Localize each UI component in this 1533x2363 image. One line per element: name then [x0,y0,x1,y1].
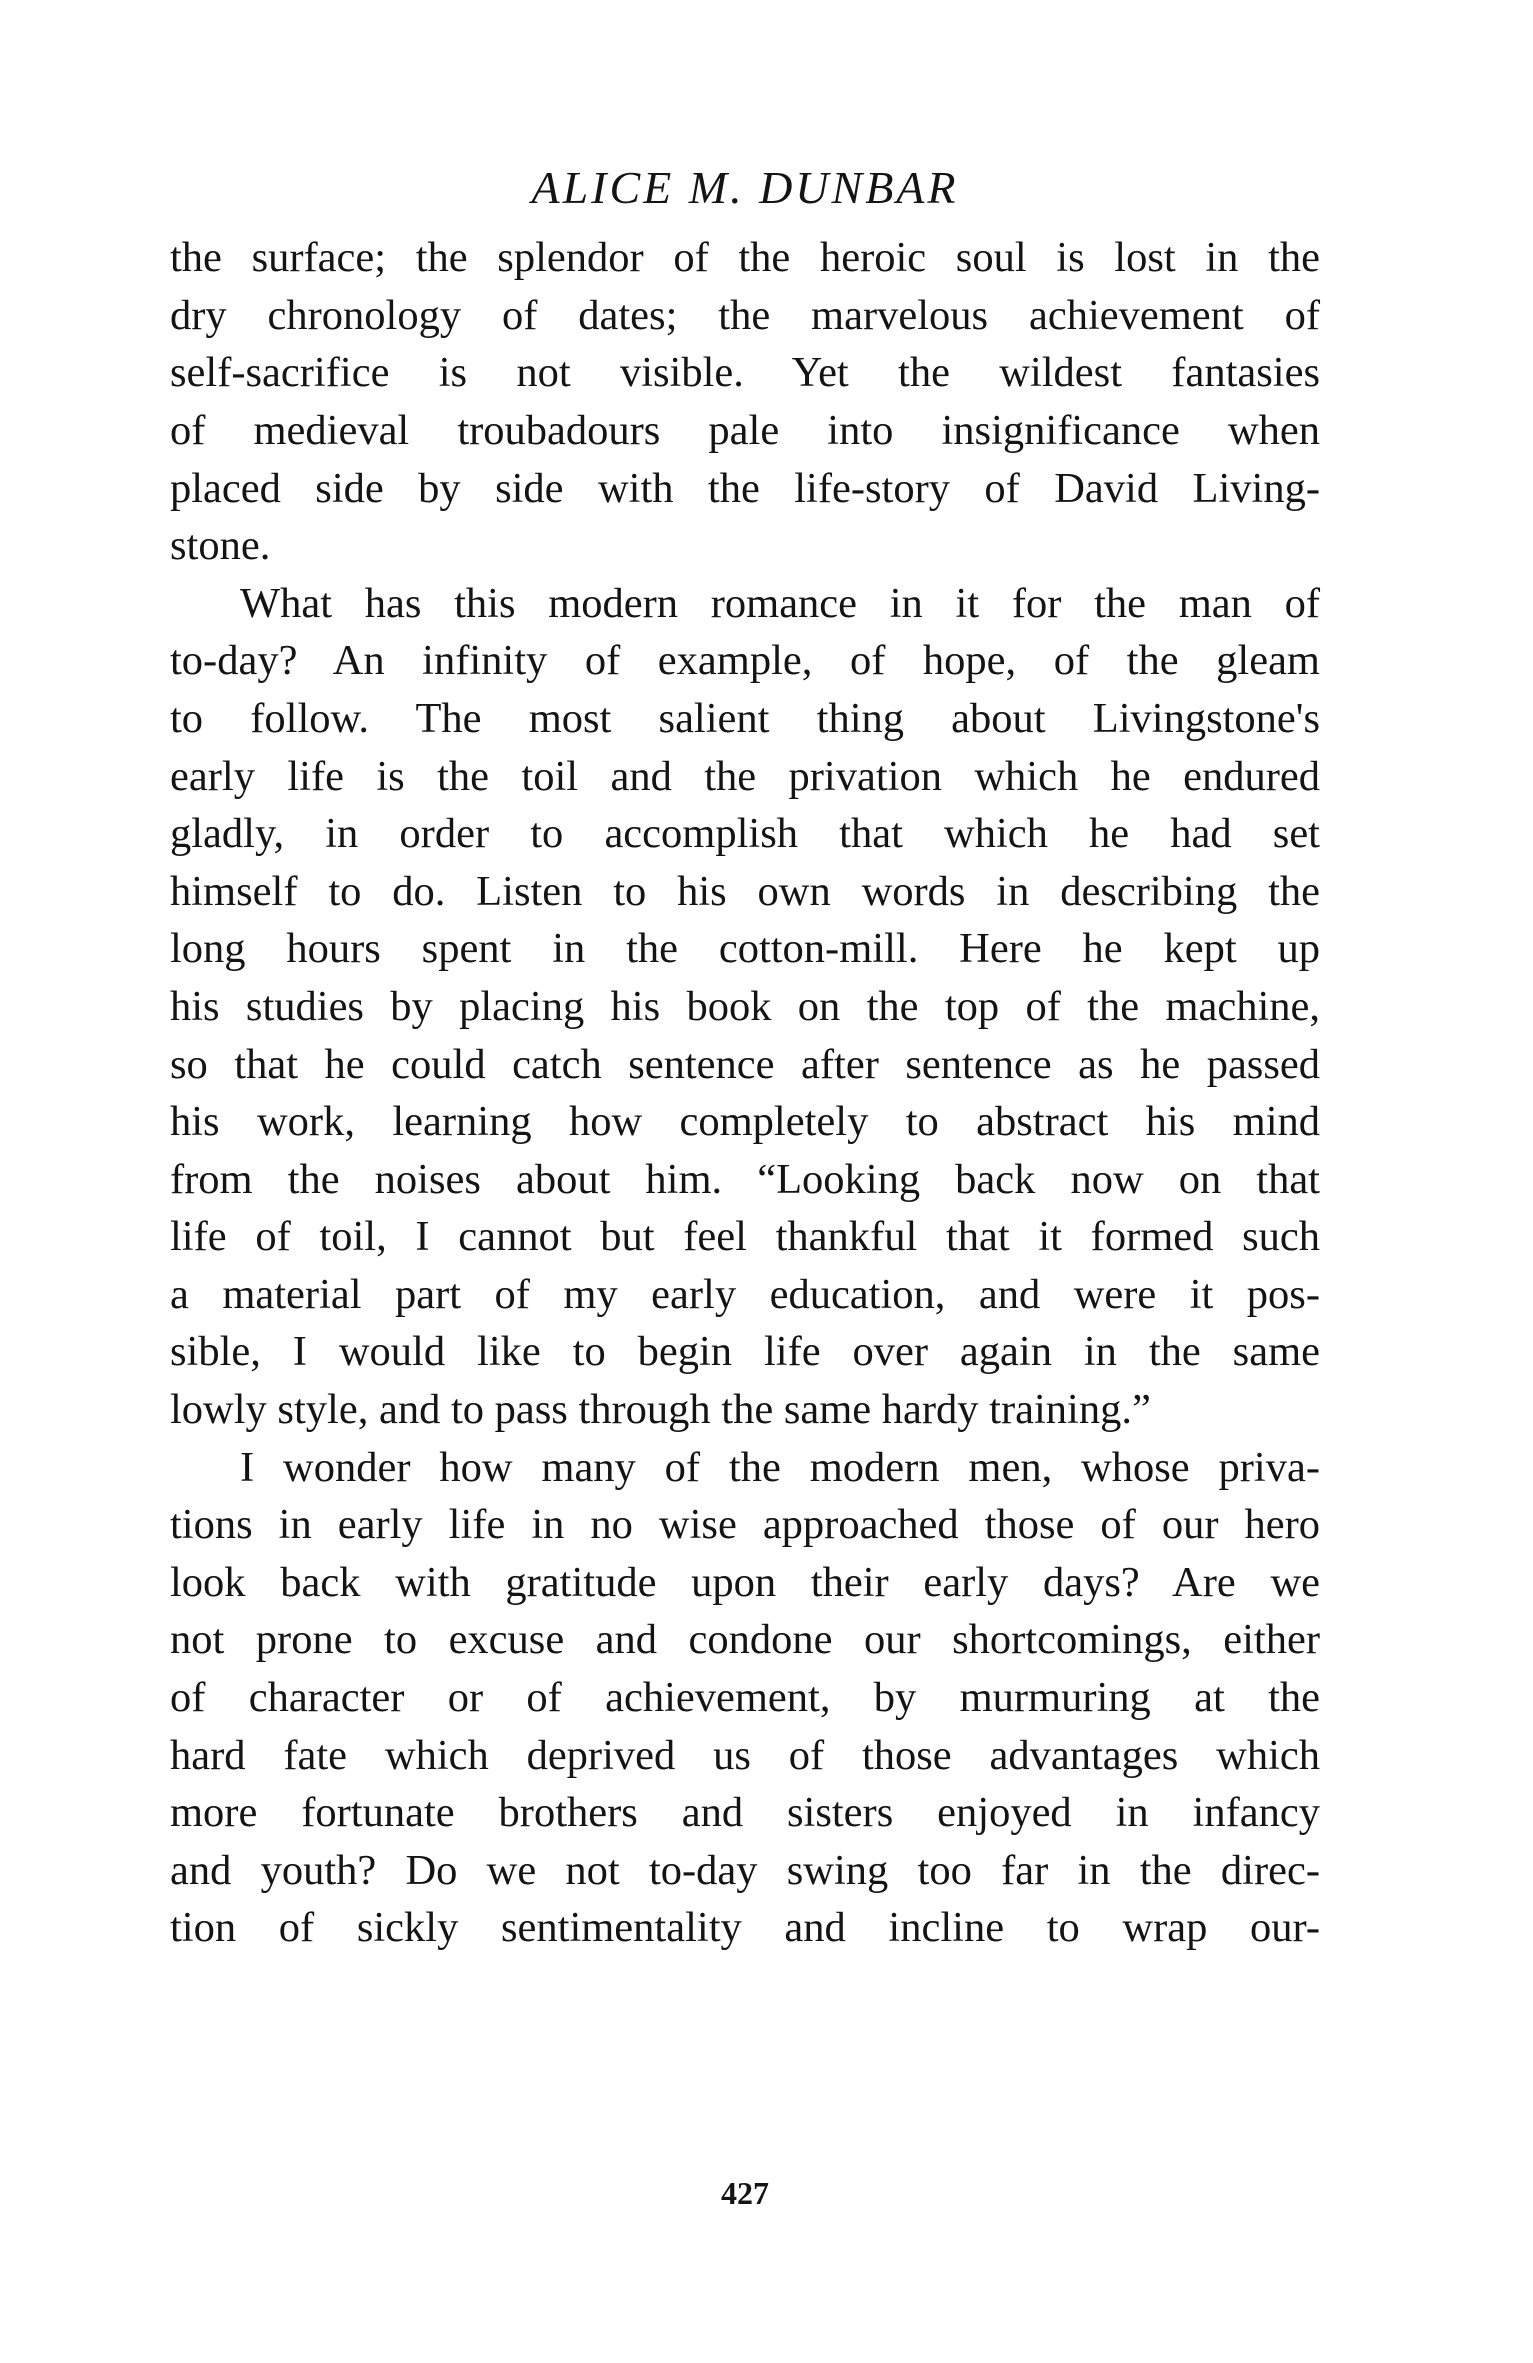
text-line: gladly, in order to accomplish that which he had set [170,810,1320,858]
text-line: himself to do. Listen to his own words in describing the [170,867,1320,915]
page-body [170,160,1320,2211]
text-line: more fortunate brothers and sisters enjoyed in infancy [170,1789,1320,1837]
text-line: placed side by side with the life-story of David Living- [170,464,1320,512]
paragraph-2 [170,575,1320,1439]
page-number: 427 [721,2175,769,2211]
text-line: hard fate which deprived us of those advantages which [170,1731,1320,1779]
text-line: lowly style, and to pass through the same hardy training.” [170,1386,1151,1434]
text-line: tion of sickly sentimentality and incline to wrap our- [170,1904,1320,1952]
text-line: stone. [170,522,271,570]
text-line: a material part of my early education, and were it pos- [170,1270,1320,1318]
text-line: early life is the toil and the privation which he endured [170,752,1320,800]
text-line: to-day? An infinity of example, of hope, of the gleam [170,637,1320,685]
paragraph-1 [170,229,1320,575]
text-line: self-sacrifice is not visible. Yet the wildest fantasies [170,349,1320,397]
text-line: I wonder how many of the modern men, whose priva- [240,1443,1320,1491]
text-line: of character or of achievement, by murmuring at the [170,1674,1320,1722]
text-line: long hours spent in the cotton-mill. Here he kept up [170,925,1320,973]
text-line: dry chronology of dates; the marvelous achievement of [170,291,1320,339]
text-line: life of toil, I cannot but feel thankful that it formed such [170,1213,1320,1261]
running-head: ALICE M. DUNBAR [531,162,959,213]
text-line: and youth? Do we not to-day swing too far in the direc- [170,1846,1320,1894]
text-line: his studies by placing his book on the top of the machine, [170,982,1320,1030]
text-line: from the noises about him. “Looking back now on that [170,1155,1320,1203]
text-line: sible, I would like to begin life over again in the same [170,1328,1320,1376]
text-line: look back with gratitude upon their early days? Are we [170,1558,1320,1606]
text-line: tions in early life in no wise approached those of our hero [170,1501,1320,1549]
paragraph-3 [170,1439,1320,1957]
text-line: not prone to excuse and condone our shortcomings, either [170,1616,1320,1664]
text-line: so that he could catch sentence after sentence as he passed [170,1040,1320,1088]
text-line: his work, learning how completely to abstract his mind [170,1098,1320,1146]
text-line: of medieval troubadours pale into insignificance when [170,406,1320,454]
text-line: What has this modern romance in it for the man of [240,579,1320,627]
text-line: to follow. The most salient thing about Livingstone's [170,694,1320,742]
text-line: the surface; the splendor of the heroic soul is lost in the [170,234,1320,282]
